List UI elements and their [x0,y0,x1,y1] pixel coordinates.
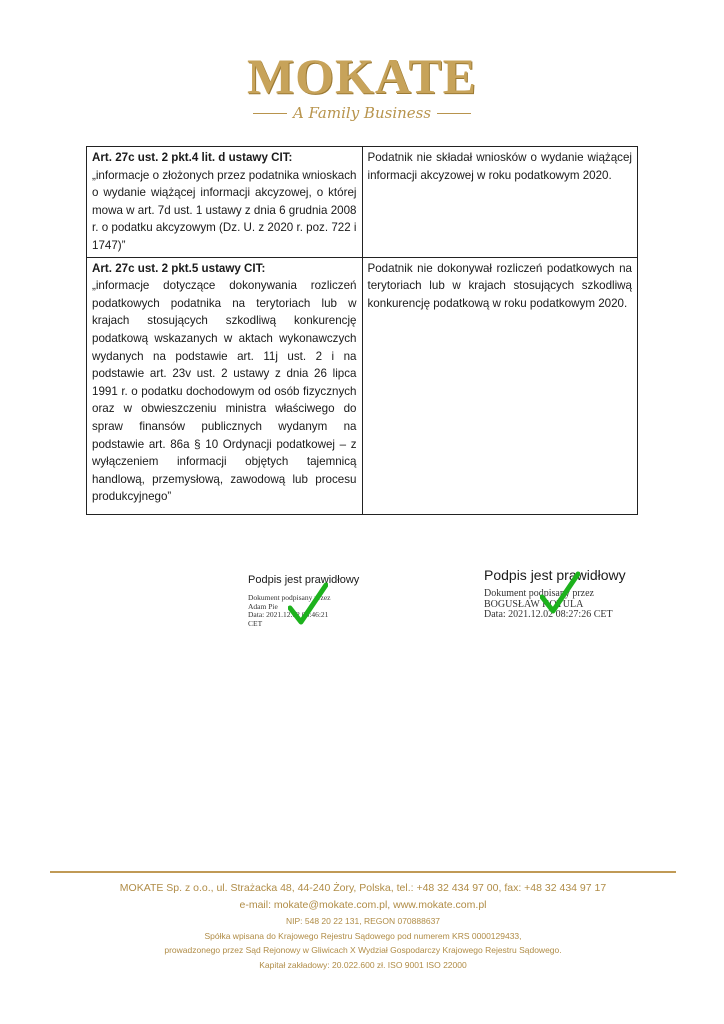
signature-block-2 [484,567,664,621]
table-row [87,257,638,514]
signature-date: Data: 2021.12.02 08:46:21 [248,610,329,619]
footer-contact: e-mail: mokate@mokate.com.pl, www.mokate.com.pl [239,899,487,911]
table-cell-answer [362,147,638,258]
signature-timezone: CET [248,618,263,628]
table-cell-regulation [87,257,363,514]
signature-date: Data: 2021.12.02 08:27:26 CET [484,609,613,620]
regulation-heading: Art. 27c ust. 2 pkt.4 lit. d ustawy CIT: [92,151,293,164]
footer-address: MOKATE Sp. z o.o., ul. Strażacka 48, 44-240 Żory, Polska, tel.: +48 32 434 97 00, fax: +48 32 434 97 17 [119,882,607,894]
footer-capital: Kapitał zakładowy: 20.022.600 zł. ISO 9001 ISO 22000 [259,959,467,970]
answer-text: Podatnik nie składał wniosków o wydanie wiążącej informacji akcyzowej w roku podatkowym 2020. [367,151,632,182]
tagline-rule-left [253,113,287,114]
regulation-text: „informacje o złożonych przez podatnika wnioskach o wydanie wiążącej informacji akcyzowej, o której mowa w art. 7d ust. 1 ustawy z dnia 6 grudnia 2008 r. o podatku akcyzowym (Dz. U. z 2020 r. poz. 722 i 1747)” [92,168,357,252]
logo-brand: MOKATE [246,48,478,104]
footer-court: prowadzonego przez Sąd Rejonowy w Gliwicach X Wydział Gospodarczy Krajowego Rejestru Sądowego. [164,945,562,955]
logo-tagline-row [230,104,494,122]
signature-block-1 [248,574,388,628]
tagline-rule-right [437,113,471,114]
checkmark-icon [540,571,580,615]
answer-text: Podatnik nie dokonywał rozliczeń podatkowych na terytoriach lub w krajach stosujących szkodliwą konkurencję podatkową w roku podatkowym 2020. [367,261,632,310]
signature-status: Podpis jest prawidłowy [484,567,626,583]
footer-krs: Spółka wpisana do Krajowego Rejestru Sądowego pod numerem KRS 0000129433, [204,930,522,941]
checkmark-icon [288,582,328,626]
signature-status: Podpis jest prawidłowy [248,574,360,586]
company-logo [230,50,494,135]
company-footer [50,880,676,972]
signature-signed-by: Dokument podpisany przez [248,593,331,602]
footer-tax-ids: NIP: 548 20 22 131, REGON 070888637 [285,916,441,926]
table-cell-answer [362,257,638,514]
signature-name: BOGUSŁAW KOTULA [484,598,584,610]
table-row [87,147,638,258]
signature-signed-by: Dokument podpisany przez [484,588,594,599]
signature-name: Adam Pie [248,601,278,611]
logo-tagline: A Family Business [292,104,432,122]
cit-disclosure-table [86,146,638,515]
table-cell-regulation [87,147,363,258]
regulation-text: „informacje dotyczące dokonywania rozliczeń podatkowych podatnika na terytoriach lub w krajach stosujących szkodliwą konkurencję podatkową wskazanych w aktach wykonawczych wydanych na podstawie art. 11j ust. 2 i na podstawie art. 23v ust. 2 ustawy z dnia 26 lipca 1991 r. o podatku dochodowym od osób fizycznych oraz w obwieszczeniu ministra właściwego do spraw finansów publicznych wydanym na podstawie art. 86a § 10 Ordynacji podatkowej – z wyłączeniem informacji objętych tajemnicą handlową, przemysłową, zawodową lub procesu produkcyjnego” [92,279,357,504]
regulation-heading: Art. 27c ust. 2 pkt.5 ustawy CIT: [92,261,266,275]
footer-divider [50,871,676,873]
